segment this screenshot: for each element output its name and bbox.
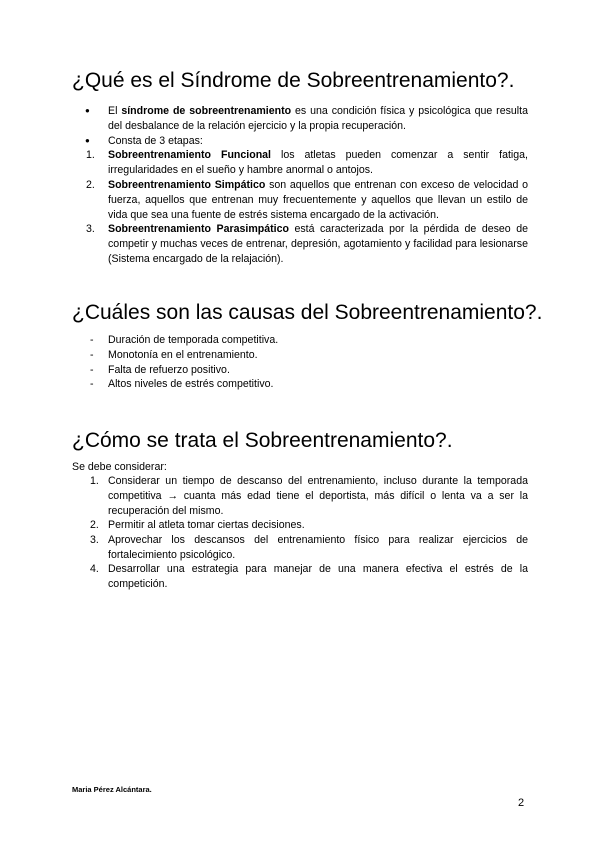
dash-item: - Monotonía en el entrenamiento. [90, 349, 258, 361]
list-number: 4. [90, 563, 99, 575]
list-item: 1. Considerar un tiempo de descanso del entrenamiento, incluso durante la temporada competitiva → cuanta más edad tiene el deportista, más difícil o lenta va a ser la recuperación del mismo. [90, 475, 528, 517]
bullet-marker: ● [85, 136, 90, 145]
dash-item: - Altos niveles de estrés competitivo. [90, 378, 274, 390]
list-number: 2. [90, 519, 99, 531]
list-item: 3. Sobreentrenamiento Parasimpático está caracterizada por la pérdida de deseo de competir y muchas veces de entrenar, depresión, agotamiento y facilidad para lesionarse (Sistema encargado de la relajación). [86, 223, 528, 265]
dash-item: - Duración de temporada competitiva. [90, 334, 279, 346]
list-number: 3. [86, 223, 95, 235]
intro-text: Se debe considerar: [72, 461, 167, 473]
page-number: 2 [518, 797, 525, 809]
bullet-marker: ● [85, 106, 90, 115]
list-number: 1. [90, 475, 99, 487]
list-item: 3. Aprovechar los descansos del entrenamiento físico para realizar ejercicios de fortalecimiento psicológico. [90, 534, 528, 561]
dash-marker: - [90, 349, 94, 361]
footer-author: Maria Pérez Alcántara. [72, 785, 152, 794]
list-item: 1. Sobreentrenamiento Funcional los atletas pueden comenzar a sentir fatiga, irregularidades en el sueño y hambre anormal o antojos. [86, 149, 528, 176]
section-heading-sindrome: ¿Qué es el Síndrome de Sobreentrenamiento?. [72, 69, 515, 92]
list-item: 2. Permitir al atleta tomar ciertas decisiones. [90, 519, 305, 531]
section-heading-tratamiento: ¿Cómo se trata el Sobreentrenamiento?. [72, 429, 453, 452]
list-item: 4. Desarrollar una estrategia para manejar de una manera efectiva el estrés de la competición. [90, 563, 528, 590]
list-number: 1. [86, 149, 95, 161]
section-heading-causas: ¿Cuáles son las causas del Sobreentrenamiento?. [72, 301, 543, 324]
bullet-text: Consta de 3 etapas: [108, 135, 203, 147]
list-item: 2. Sobreentrenamiento Simpático son aquellos que entrenan con exceso de velocidad o fuerza, aquellos que entrenan muy frecuentemente y aquellos que llevan un estilo de vida que sea una fuente de estrés sistema encargado de la activación. [86, 179, 528, 221]
dash-marker: - [90, 364, 94, 376]
dash-item: - Falta de refuerzo positivo. [90, 364, 230, 376]
bullet-text: El síndrome de sobreentrenamiento es una condición física y psicológica que resulta del desbalance de la relación ejercicio y la propia recuperación. [108, 105, 528, 132]
list-number: 2. [86, 179, 95, 191]
bullet-item [72, 104, 528, 134]
dash-marker: - [90, 378, 94, 390]
dash-marker: - [90, 334, 94, 346]
list-number: 3. [90, 534, 99, 546]
